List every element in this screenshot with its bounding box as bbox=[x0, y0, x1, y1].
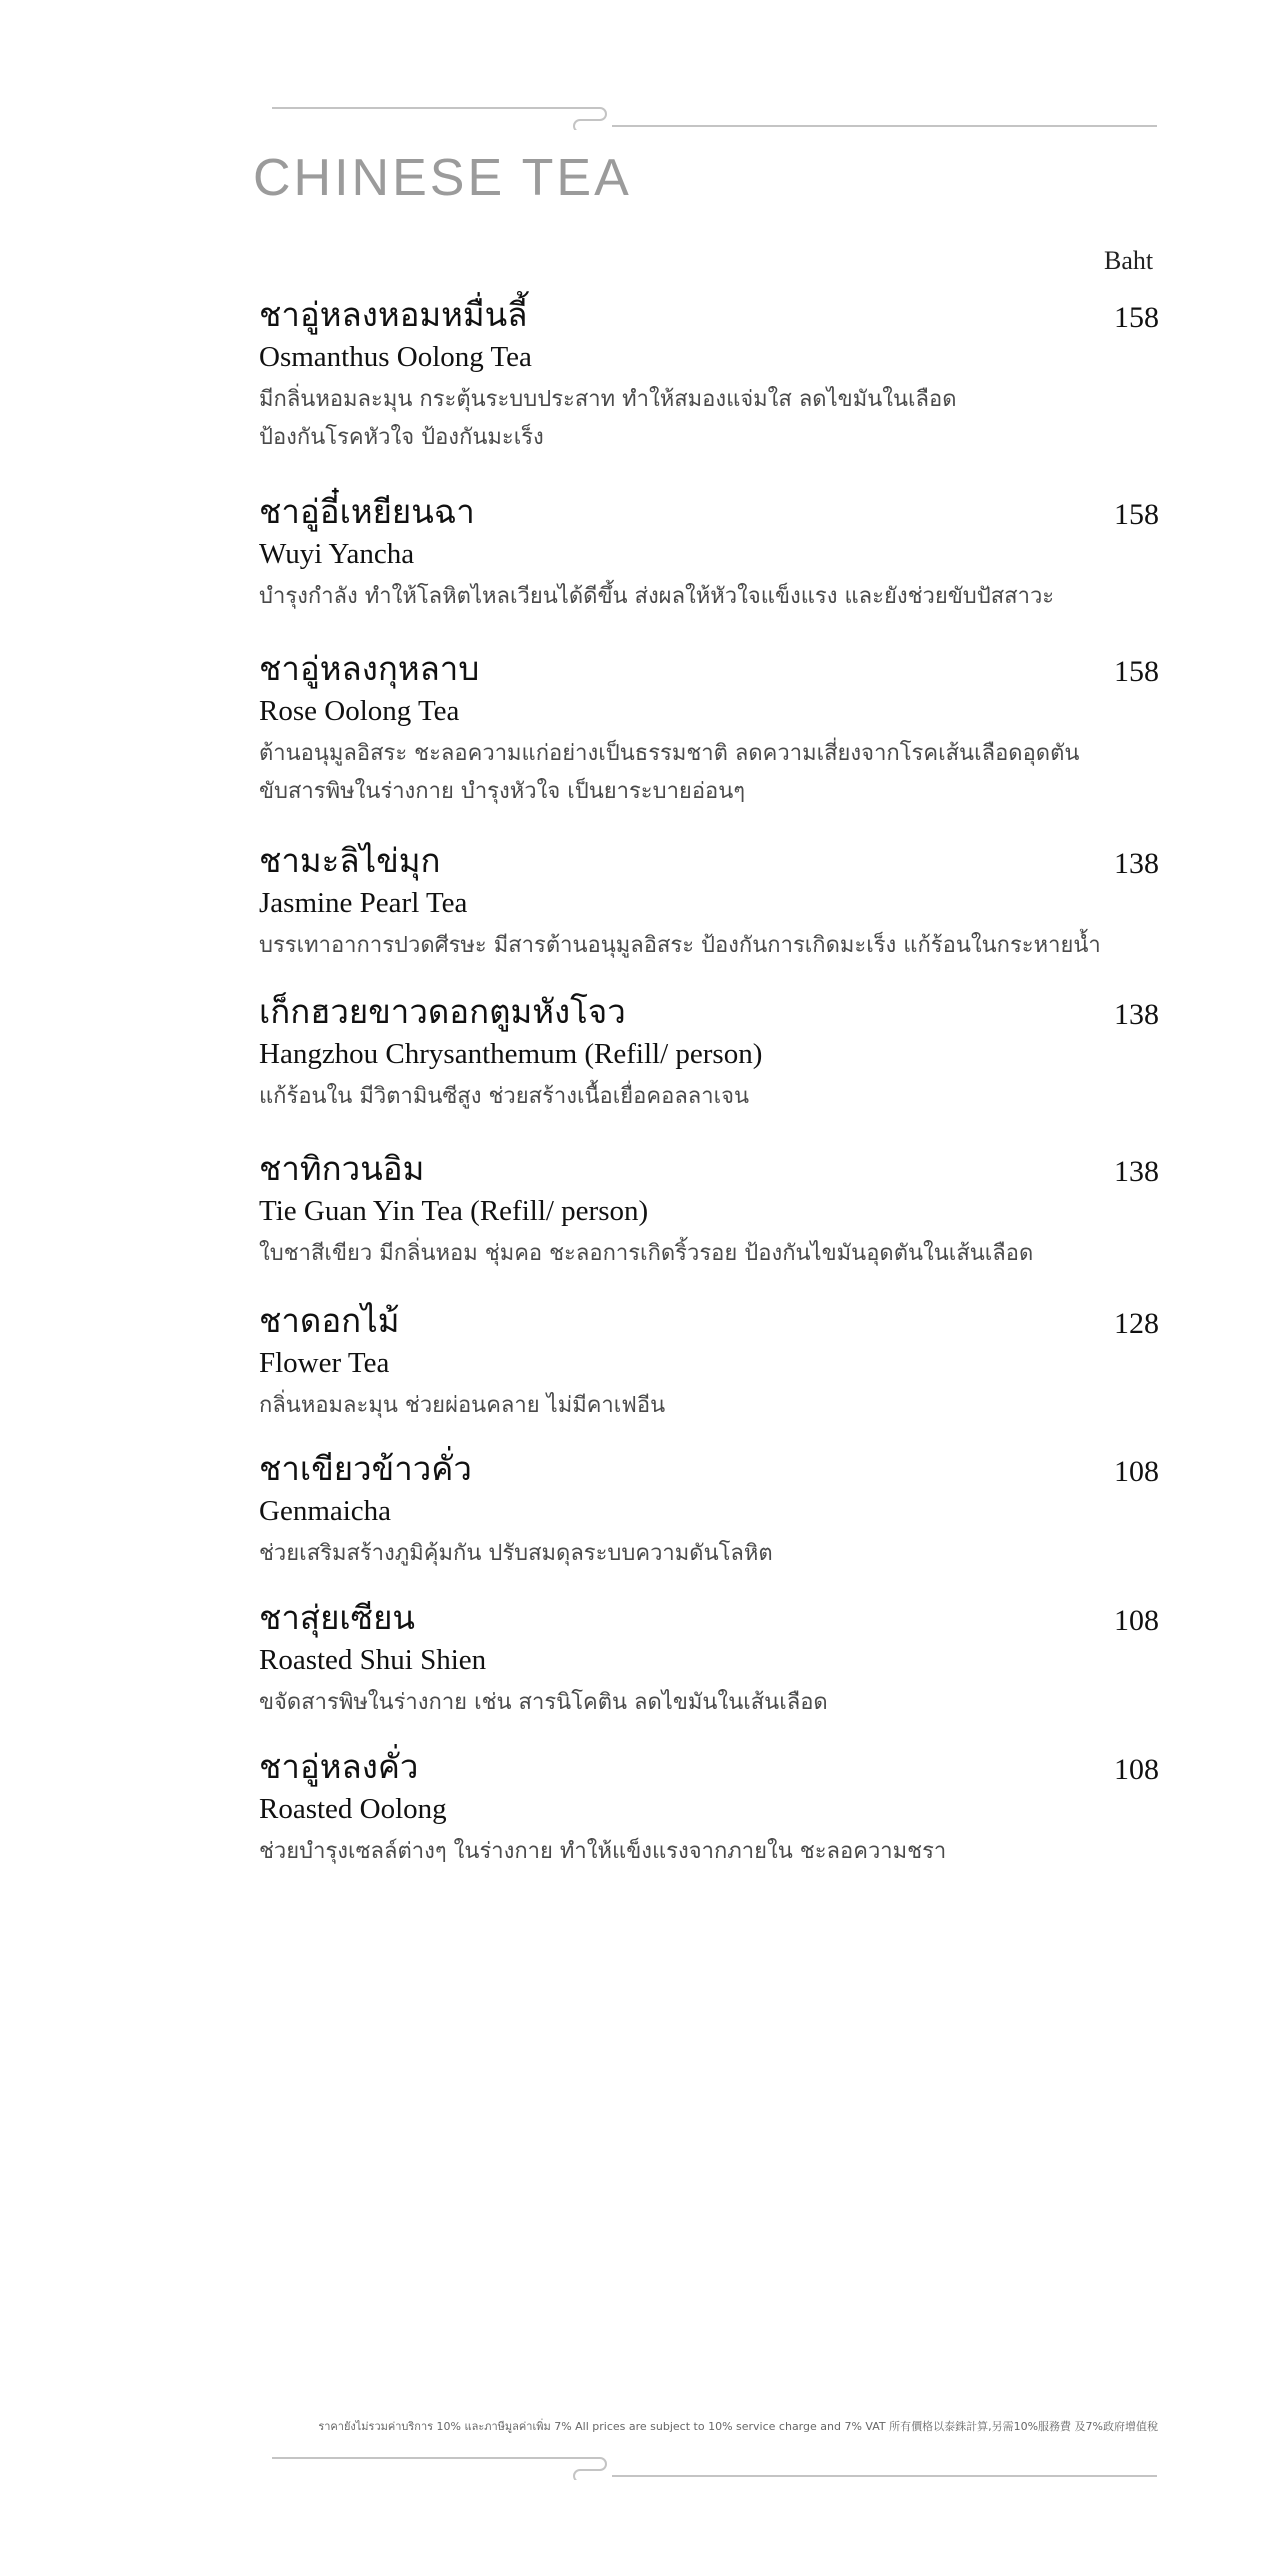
item-thai-name: ชามะลิไข่มุก bbox=[259, 841, 441, 880]
item-thai-name: ชาอู่หลงคั่ว bbox=[259, 1747, 419, 1786]
item-thai-name: ชาอู่หลงหอมหมื่นลี้ bbox=[259, 295, 528, 334]
item-english-name: Tie Guan Yin Tea (Refill/ person) bbox=[259, 1194, 649, 1227]
item-description: บรรเทาอาการปวดศีรษะ มีสารต้านอนุมูลอิสระ ป้องกันการเกิดมะเร็ง แก้ร้อนในกระหายน้ำ bbox=[259, 932, 1101, 958]
item-price: 128 bbox=[1114, 1307, 1159, 1340]
item-price: 158 bbox=[1114, 655, 1159, 688]
item-description: กลิ่นหอมละมุน ช่วยผ่อนคลาย ไม่มีคาเฟอีน bbox=[259, 1392, 666, 1418]
item-english-name: Flower Tea bbox=[259, 1346, 390, 1379]
item-english-name: Hangzhou Chrysanthemum (Refill/ person) bbox=[259, 1037, 763, 1070]
menu-item bbox=[259, 1148, 1159, 1273]
item-thai-name: ชาอู่หลงกุหลาบ bbox=[259, 649, 480, 688]
menu-item bbox=[259, 1597, 1159, 1722]
item-thai-name: ชาทิกวนอิม bbox=[259, 1149, 425, 1188]
item-english-name: Roasted Oolong bbox=[259, 1792, 447, 1825]
item-thai-name: เก็กฮวยขาวดอกตูมหังโจว bbox=[259, 992, 626, 1031]
menu-item bbox=[259, 840, 1159, 965]
item-description: ต้านอนุมูลอิสระ ชะลอความแก่อย่างเป็นธรรมชาติ ลดความเสี่ยงจากโรคเส้นเลือดอุดตัน ขับสารพิษในร่างกาย บำรุงหัวใจ เป็นยาระบายอ่อนๆ bbox=[259, 740, 1080, 805]
item-description: ช่วยเสริมสร้างภูมิคุ้มกัน ปรับสมดุลระบบความดันโลหิต bbox=[259, 1540, 773, 1566]
item-price: 138 bbox=[1114, 847, 1159, 880]
item-price: 138 bbox=[1114, 998, 1159, 1031]
item-description: ช่วยบำรุงเซลล์ต่างๆ ในร่างกาย ทำให้แข็งแรงจากภายใน ชะลอความชรา bbox=[259, 1838, 947, 1864]
item-price: 138 bbox=[1114, 1155, 1159, 1188]
menu-item bbox=[259, 491, 1159, 616]
menu-item bbox=[259, 991, 1159, 1116]
menu-item bbox=[259, 1448, 1159, 1573]
item-price: 158 bbox=[1114, 301, 1159, 334]
item-english-name: Rose Oolong Tea bbox=[259, 694, 460, 727]
item-description: แก้ร้อนใน มีวิตามินซีสูง ช่วยสร้างเนื้อเยื่อคอลลาเจน bbox=[259, 1083, 750, 1109]
price-disclaimer: ราคายังไม่รวมค่าบริการ 10% และภาษีมูลค่าเพิ่ม 7% All prices are subject to 10% service charge and 7% VAT 所有價格以泰銖計算,另需10%服務費 及7%政府增值稅 bbox=[318, 2420, 1158, 2433]
item-description: ขจัดสารพิษในร่างกาย เช่น สารนิโคติน ลดไขมันในเส้นเลือด bbox=[259, 1689, 828, 1715]
menu-item bbox=[259, 1300, 1159, 1425]
menu-item bbox=[259, 648, 1159, 812]
item-description: ใบชาสีเขียว มีกลิ่นหอม ชุ่มคอ ชะลอการเกิดริ้วรอย ป้องกันไขมันอุดตันในเส้นเลือด bbox=[259, 1240, 1034, 1266]
item-english-name: Roasted Shui Shien bbox=[259, 1643, 487, 1676]
item-thai-name: ชาเขียวข้าวคั่ว bbox=[259, 1449, 472, 1488]
item-english-name: Osmanthus Oolong Tea bbox=[259, 340, 532, 373]
menu-item bbox=[259, 294, 1159, 458]
item-price: 108 bbox=[1114, 1753, 1159, 1786]
item-thai-name: ชาสุ่ยเซียน bbox=[259, 1598, 415, 1637]
page-title: CHINESE TEA bbox=[253, 149, 632, 207]
item-description: บำรุงกำลัง ทำให้โลหิตไหลเวียนได้ดีขึ้น ส่งผลให้หัวใจแข็งแรง และยังช่วยขับปัสสาวะ bbox=[259, 583, 1055, 609]
item-price: 158 bbox=[1114, 498, 1159, 531]
item-description: มีกลิ่นหอมละมุน กระตุ้นระบบประสาท ทำให้สมองแจ่มใส ลดไขมันในเลือด ป้องกันโรคหัวใจ ป้องกันมะเร็ง bbox=[259, 386, 957, 451]
item-thai-name: ชาดอกไม้ bbox=[259, 1301, 400, 1340]
item-price: 108 bbox=[1114, 1604, 1159, 1637]
item-price: 108 bbox=[1114, 1455, 1159, 1488]
top-decorative-rule bbox=[0, 90, 1267, 130]
item-thai-name: ชาอู่อี๋เหยียนฉา bbox=[259, 492, 475, 531]
item-english-name: Jasmine Pearl Tea bbox=[259, 886, 468, 919]
menu-item bbox=[259, 1746, 1159, 1871]
bottom-decorative-rule bbox=[0, 2440, 1267, 2480]
currency-label: Baht bbox=[1104, 246, 1154, 275]
item-english-name: Genmaicha bbox=[259, 1494, 392, 1527]
item-english-name: Wuyi Yancha bbox=[259, 537, 415, 570]
